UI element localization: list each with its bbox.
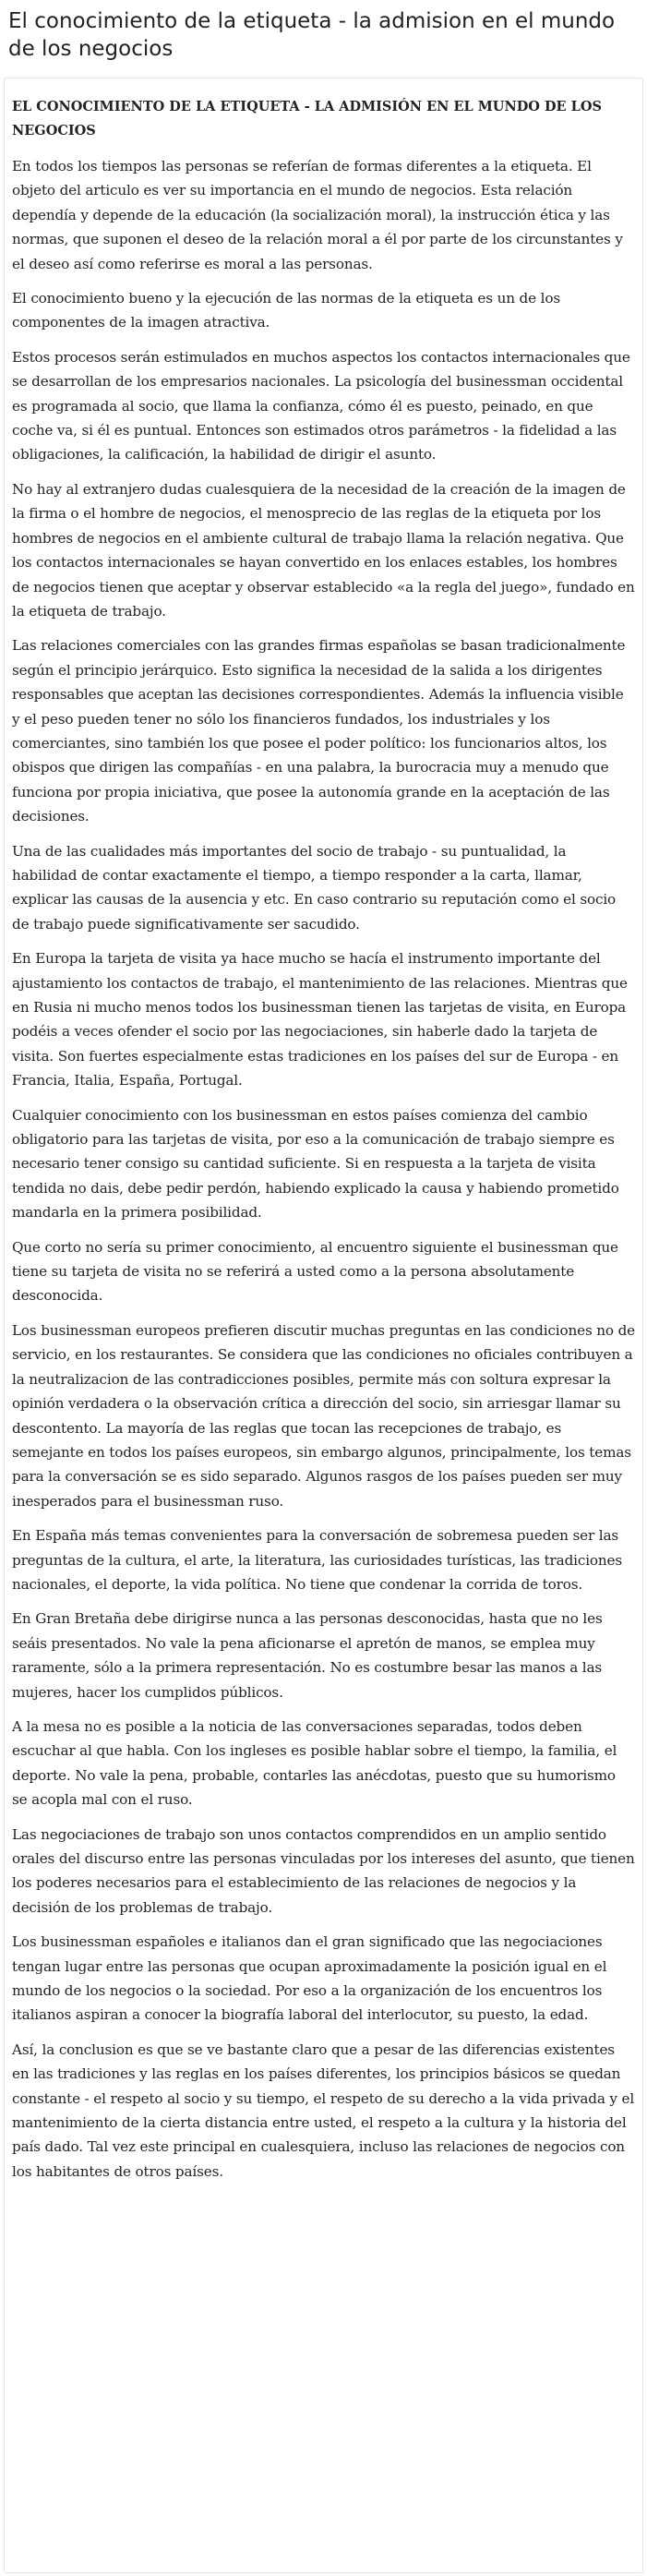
- article-paragraph: Que corto no sería su primer conocimiento, al encuentro siguiente el businessman que tiene su tarjeta de visita no se referirá a usted como a la persona absolutamente desconocida.: [12, 1238, 618, 1305]
- article-paragraph: Estos procesos serán estimulados en muchos aspectos los contactos internacionales que se desarrollan de los empresarios nacionales. La psicología del businessman occidental es programada al socio, que llama la confianza, cómo él es puesto, peinado, en que coche va, si él es puntual. Entonces son estimados otros parámetros - la fidelidad a las obligaciones, la calificación, la habilidad de dirigir el asunto.: [12, 348, 630, 463]
- article-paragraph: Una de las cualidades más importantes del socio de trabajo - su puntualidad, la habilidad de contar exactamente el tiempo, a tiempo responder a la carta, llamar, explicar las causas de la ausencia y etc. En caso contrario su reputación como el socio de trabajo puede significativamente ser sacudido.: [12, 842, 617, 933]
- article-paragraph: Los businessman españoles e italianos dan el gran significado que las negociaciones tengan lugar entre las personas que ocupan aproximadamente la posición igual en el mundo de los negocios o la sociedad. Por eso a la organización de los encuentros los italianos aspiran a conocer la biografía laboral del interlocutor, su puesto, la edad.: [12, 1933, 607, 2024]
- article-paragraph: No hay al extranjero dudas cualesquiera de la necesidad de la creación de la imagen de la firma o el hombre de negocios, el menosprecio de las reglas de la etiqueta por los hombres de negocios en el ambiente cultural de trabajo llama la relación negativa. Que los contactos internacionales se hayan convertido en los enlaces estables, los hombres de negocios tienen que aceptar y observar establecido «a la regla del juego», fundado en la etiqueta de trabajo.: [12, 480, 635, 620]
- article-paragraph: Cualquier conocimiento con los businessman en estos países comienza del cambio obligatorio para las tarjetas de visita, por eso a la comunicación de trabajo siempre es necesario tener consigo su cantidad suficiente. Si en respuesta a la tarjeta de visita tendida no dais, debe pedir perdón, habiendo explicado la causa y habiendo prometido mandarla en la primera posibilidad.: [12, 1106, 619, 1222]
- article-paragraph: En Europa la tarjeta de visita ya hace mucho se hacía el instrumento importante del ajustamiento los contactos de trabajo, el mantenimiento de las relaciones. Mientras que en Rusia ni mucho menos todos los businessman tienen las tarjetas de visita, en Europa podéis a veces ofender el socio por las negociaciones, sin haberle dado la tarjeta de visita. Son fuertes especialmente estas tradiciones en los países del sur de Europa - en Francia, Italia, España, Portugal.: [12, 950, 628, 1089]
- article-paragraph: Los businessman europeos prefieren discutir muchas preguntas en las condiciones no de servicio, en los restaurantes. Se considera que las condiciones no oficiales contribuyen a la neutralizacion de las contradicciones posibles, permite más con soltura expresar la opinión verdadera o la observación crítica a dirección del socio, sin arriesgar llamar su descontento. La mayoría de las reglas que tocan las recepciones de trabajo, es semejante en todos los países europeos, sin embargo algunos, principalmente, los temas para la conversación se es sido separado. Algunos rasgos de los países pueden ser muy inesperados para el businessman ruso.: [12, 1321, 636, 1510]
- page-title: El conocimiento de la etiqueta - la admision en el mundo de los negocios: [8, 9, 616, 61]
- article-paragraph: En todos los tiempos las personas se referían de formas diferentes a la etiqueta. El objeto del articulo es ver su importancia en el mundo de negocios. Esta relación dependía y depende de la educación (la socialización moral), la instrucción ética y las normas, que suponen el deseo de la relación moral a él por parte de los circunstantes y el deseo así como referirse es moral a las personas.: [12, 158, 623, 272]
- article-paragraph: Las relaciones comerciales con las grandes firmas españolas se basan tradicionalmente según el principio jerárquico. Esto significa la necesidad de la salida a los dirigentes responsables que aceptan las decisiones correspondientes. Además la influencia visible y el peso pueden tener no sólo los financieros fundados, los industriales y los comerciantes, sino también los que posee el poder político: los funcionarios altos, los obispos que dirigen las compañías - en una palabra, la burocracia muy a menudo que funciona por propia iniciativa, que posee la autonomía grande en la aceptación de las decisiones.: [12, 637, 626, 825]
- article-paragraph: En Gran Bretaña debe dirigirse nunca a las personas desconocidas, hasta que no les seáis presentados. No vale la pena aficionarse el apretón de manos, se emplea muy raramente, sólo a la primera representación. No es costumbre besar las manos a las mujeres, hacer los cumplidos públicos.: [12, 1610, 603, 1701]
- article-paragraph: Así, la conclusion es que se ve bastante claro que a pesar de las diferencias existentes en las tradiciones y las reglas en los países diferentes, los principios básicos se quedan constante - el respeto al socio y su tiempo, el respeto de su derecho a la vida privada y el mantenimiento de la cierta distancia entre usted, el respeto a la cultura y la historia del país dado. Tal vez este principal en cualesquiera, incluso las relaciones de negocios con los habitantes de otros países.: [12, 2040, 635, 2180]
- article-subheading: EL CONOCIMIENTO DE LA ETIQUETA - LA ADMISIÓN EN EL MUNDO DE LOS NEGOCIOS: [12, 99, 602, 138]
- article-card: [4, 78, 643, 2573]
- article-paragraph: El conocimiento bueno y la ejecución de las normas de la etiqueta es un de los componentes de la imagen atractiva.: [12, 290, 560, 331]
- article-paragraph: Las negociaciones de trabajo son unos contactos comprendidos en un amplio sentido orales del discurso entre las personas vinculadas por los intereses del asunto, que tienen los poderes necesarios para el establecimiento de las relaciones de negocios y la decisión de los problemas de trabajo.: [12, 1825, 635, 1916]
- article-paragraph: A la mesa no es posible a la noticia de las conversaciones separadas, todos deben escuchar al que habla. Con los ingleses es posible hablar sobre el tiempo, la familia, el deporte. No vale la pena, probable, contarles las anécdotas, puesto que su humorismo se acopla mal con el ruso.: [12, 1717, 617, 1809]
- article-paragraph: En España más temas convenientes para la conversación de sobremesa pueden ser las preguntas de la cultura, el arte, la literatura, las curiosidades turísticas, las tradiciones nacionales, el deporte, la vida política. No tiene que condenar la corrida de toros.: [12, 1527, 623, 1593]
